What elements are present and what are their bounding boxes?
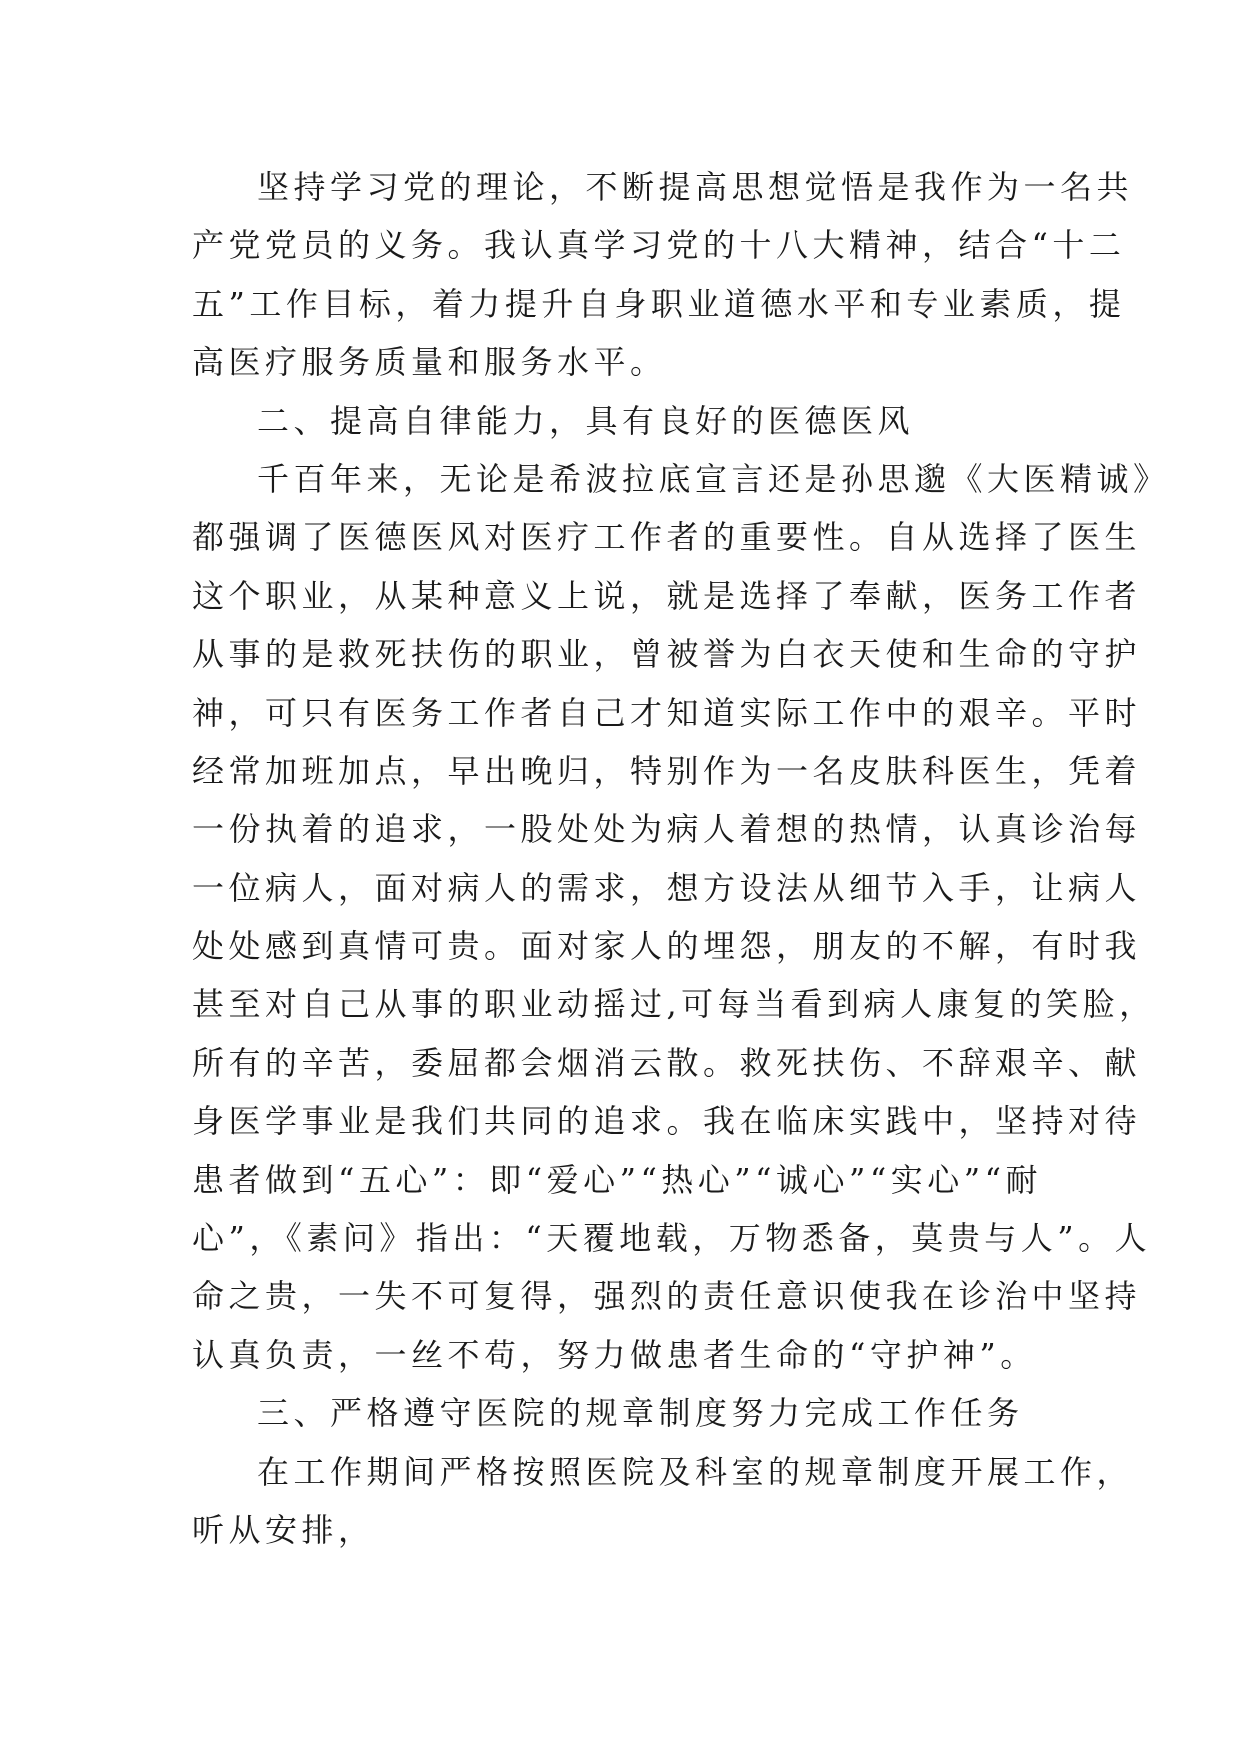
text-line-19: 心”，《素问》指出：“天覆地载，万物悉备，莫贵与人”。人 [192, 1219, 1152, 1258]
document-body [192, 158, 1170, 1559]
text-line-9: 从事的是救死扶伤的职业，曾被誉为白衣天使和生命的守护 [192, 635, 1142, 674]
text-line-7: 都强调了医德医风对医疗工作者的重要性。自从选择了医生 [192, 518, 1142, 557]
text-line-1: 坚持学习党的理论，不断提高思想觉悟是我作为一名共 [257, 168, 1134, 206]
text-line-23: 在工作期间严格按照医院及科室的规章制度开展工作， [257, 1452, 1134, 1491]
text-line-2: 产党党员的义务。我认真学习党的十八大精神，结合“十二 [192, 226, 1126, 265]
text-line-8: 这个职业，从某种意义上说，就是选择了奉献，医务工作者 [192, 576, 1142, 615]
section-heading-2: 二、提高自律能力，具有良好的医德医风 [257, 401, 915, 440]
text-line-16: 所有的辛苦，委屈都会烟消云散。救死扶伤、不辞艰辛、献 [192, 1043, 1142, 1082]
text-line-18: 患者做到“五心”：即“爱心”“热心”“诚心”“实心”“耐 [192, 1160, 1042, 1199]
text-line-21: 认真负责，一丝不苟，努力做患者生命的“守护神”。 [192, 1335, 1037, 1374]
text-line-24: 听从安排， [192, 1510, 375, 1549]
text-line-4: 高医疗服务质量和服务水平。 [192, 343, 667, 382]
text-line-17: 身医学事业是我们共同的追求。我在临床实践中，坚持对待 [192, 1102, 1142, 1141]
section-heading-3: 三、严格遵守医院的规章制度努力完成工作任务 [257, 1394, 1024, 1433]
text-line-12: 一份执着的追求，一股处处为病人着想的热情，认真诊治每 [192, 810, 1142, 849]
text-line-11: 经常加班加点，早出晚归，特别作为一名皮肤科医生，凭着 [192, 751, 1142, 790]
text-line-3: 五”工作目标，着力提升自身职业道德水平和专业素质，提 [192, 284, 1126, 323]
text-line-15: 甚至对自己从事的职业动摇过,可每当看到病人康复的笑脸， [192, 985, 1156, 1024]
text-line-14: 处处感到真情可贵。面对家人的埋怨，朋友的不解，有时我 [192, 927, 1142, 966]
text-line-10: 神，可只有医务工作者自己才知道实际工作中的艰辛。平时 [192, 693, 1142, 732]
text-line-6: 千百年来，无论是希波拉底宣言还是孙思邈《大医精诚》 [257, 459, 1170, 498]
text-line-13: 一位病人，面对病人的需求，想方设法从细节入手，让病人 [192, 868, 1142, 907]
text-line-20: 命之贵，一失不可复得，强烈的责任意识使我在诊治中坚持 [192, 1277, 1142, 1316]
